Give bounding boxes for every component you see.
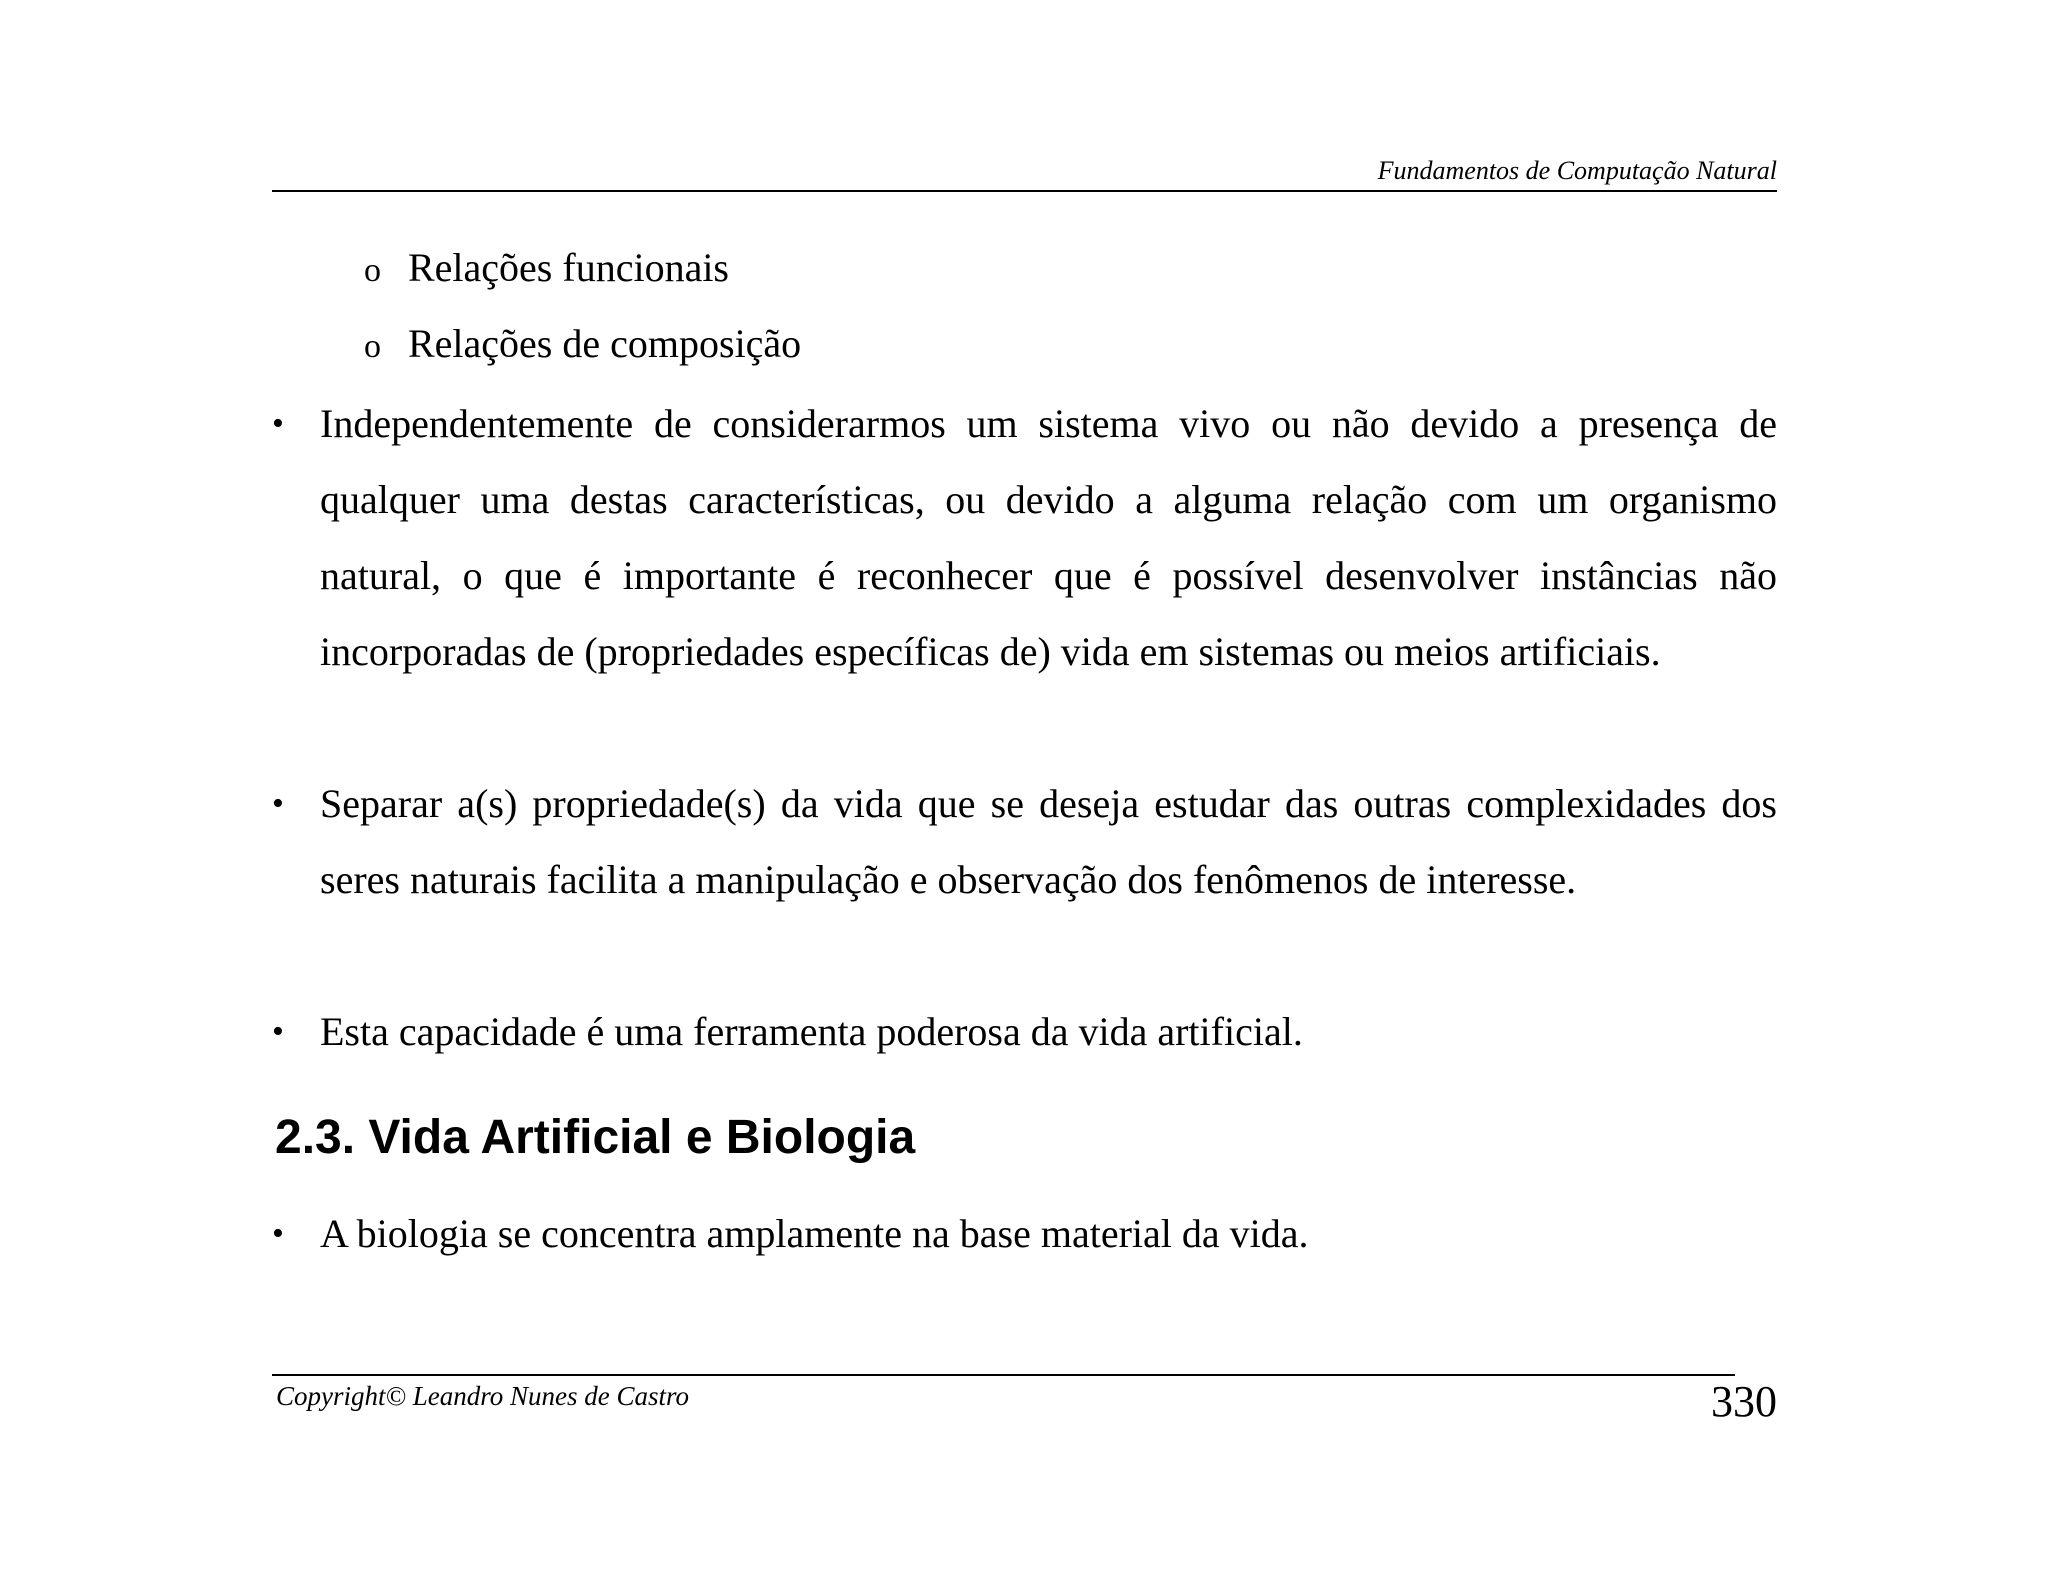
bullet-item-text: A biologia se concentra amplamente na base material da vida.: [320, 1211, 1309, 1256]
bullet-icon: •: [272, 1215, 284, 1252]
bullet-icon: •: [272, 405, 284, 442]
bullet-item-text: Esta capacidade é uma ferramenta poderosa da vida artificial.: [320, 1009, 1303, 1054]
footer-divider: [272, 1374, 1735, 1376]
sub-list-item-text: Relações de composição: [408, 321, 802, 366]
page-number: 330: [1711, 1377, 1777, 1426]
running-header-title: Fundamentos de Computação Natural: [1377, 156, 1777, 185]
sub-list-item-text: Relações funcionais: [408, 245, 729, 290]
circle-bullet-icon: o: [364, 328, 381, 365]
bullet-item-text: Separar a(s) propriedade(s) da vida que se deseja estudar das outras complexidades dos seres naturais facilita a manipulação e observação dos fenômenos de interesse.: [320, 781, 1777, 902]
sub-list-item: [364, 320, 801, 371]
bullet-icon: •: [272, 1013, 284, 1050]
bullet-item: [272, 386, 1777, 690]
sub-list-item: [364, 244, 729, 295]
section-heading: 2.3. Vida Artificial e Biologia: [275, 1111, 916, 1164]
bullet-item-text: Independentemente de considerarmos um sistema vivo ou não devido a presença de qualquer uma destas características, ou devido a alguma relação com um organismo natural, o que é importante é reconhecer que é possível desenvolver instâncias não incorporadas de (propriedades específicas de) vida em sistemas ou meios artificiais.: [320, 401, 1777, 674]
circle-bullet-icon: o: [364, 252, 381, 289]
bullet-item: [272, 766, 1777, 918]
bullet-icon: •: [272, 785, 284, 822]
footer-copyright: Copyright© Leandro Nunes de Castro: [276, 1381, 690, 1411]
running-header: [272, 150, 1777, 192]
bullet-item: [272, 1196, 1777, 1272]
bullet-item: [272, 994, 1777, 1070]
